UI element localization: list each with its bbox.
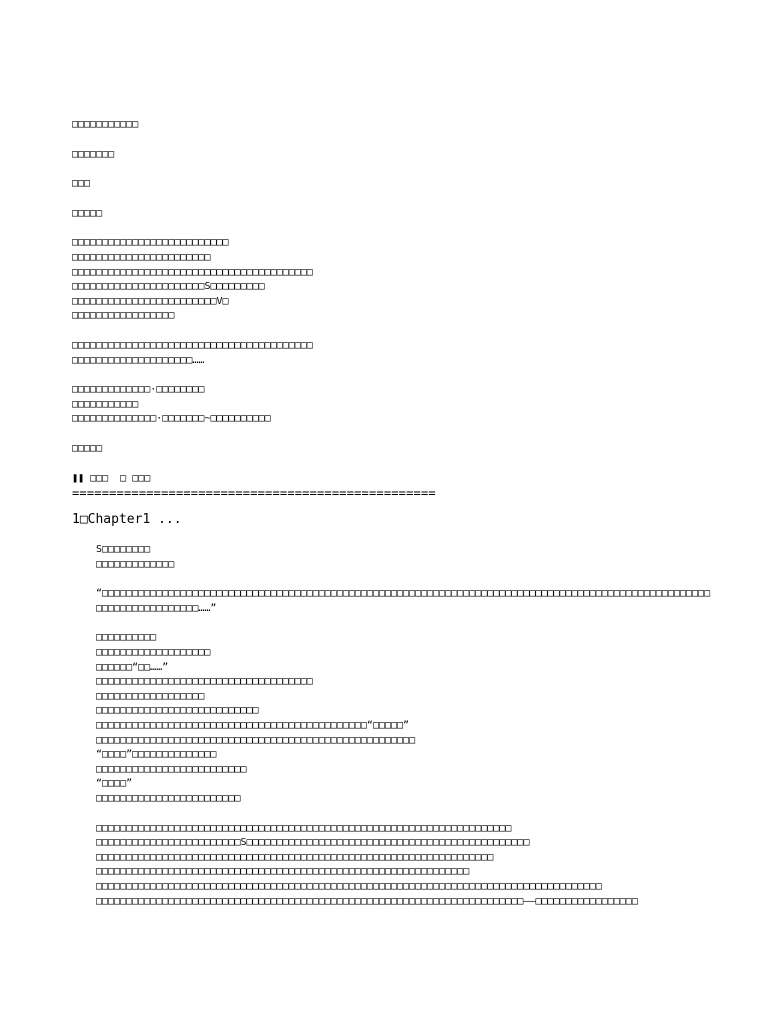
dialog-line: □□□□□□□□□□ [96, 632, 157, 644]
intro-line: □□□□□□□□□□□□□□□□□□□□□□S□□□□□□□□□ [72, 281, 265, 293]
header-line: □□□□□ [72, 207, 103, 219]
chapter-line: S□□□□□□□□ [96, 544, 151, 556]
intro-line: □□□□□□□□□□□□□□□□□ [72, 310, 175, 322]
header-line: □□□ [72, 178, 91, 190]
intro-line: □□□□□□□□□□□□□□□□□□□□□□□□□□ [72, 237, 229, 249]
intro-line: □□□□□□□□□□□□□□□□□□□□…… [72, 354, 205, 366]
dialog-line: □□□□□□□□□□□□□□□□□□□□□□□□□□□□□□□□□□□□□□□□□□□□□□□□□□□□□ [96, 734, 416, 746]
header-line: □□□□□□□ [72, 148, 115, 160]
dialog-line: “□□□□”□□□□□□□□□□□□□□ [96, 749, 217, 761]
separator-line: ================================================= [72, 486, 436, 501]
narrative-line: □□□□□□□□□□□□□□□□□□□□□□□□□□□□□□□□□□□□□□□□□□□□□□□□□□□□□□□□□□□□□□□□□□□□□ [96, 822, 512, 834]
chapter-heading: 1□Chapter1 ... [72, 512, 182, 528]
dialog-line: “□□□□” [96, 778, 133, 790]
narrative-line: □□□□□□□□□□□□□□□□□□□□□□□□□□□□□□□□□□□□□□□□□□□□□□□□□□□□□□□□□□□□□□□□□□ [96, 851, 494, 863]
document-page [72, 118, 712, 909]
info-line: □□□□□□□□□□□□□·□□□□□□□□ [72, 384, 205, 396]
dialog-line: □□□□□□□□□□□□□□□□□□□□□□□□□ [96, 763, 247, 775]
long-quote: “□□□□□□□□□□□□□□□□□□□□□□□□□□□□□□□□□□□□□□□□□□□□□□□□□□□□□□□□□□□□□□□□□□□□□□□□□□□□□□□□□□□□□□□□□□□□□□□□□□□□□□□□□□□□□□□□□□□□□□……” [96, 588, 711, 614]
intro-line: □□□□□□□□□□□□□□□□□□□□□□□ [72, 251, 211, 263]
narrative-line: □□□□□□□□□□□□□□□□□□□□□□□□□□□□□□□□□□□□□□□□□□□□□□□□□□□□□□□□□□□□□□ [96, 866, 470, 878]
narrative-line: □□□□□□□□□□□□□□□□□□□□□□□□□□□□□□□□□□□□□□□□□□□□□□□□□□□□□□□□□□□□□□□□□□□□□□□□□□□□□□□□□□□□ [96, 880, 602, 892]
intro-line: □□□□□□□□□□□□□□□□□□□□□□□□□□□□□□□□□□□□□□□□ [72, 266, 313, 278]
dialog-line: □□□□□□“□□……” [96, 661, 169, 673]
dialog-line: □□□□□□□□□□□□□□□□□□□□□□□□□□□□□□□□□□□□ [96, 676, 313, 688]
info-line: □□□□□□□□□□□ [72, 398, 139, 410]
dialog-line: □□□□□□□□□□□□□□□□□□□ [96, 647, 211, 659]
info-line: □□□□□□□□□□□□□□·□□□□□□□~□□□□□□□□□□ [72, 413, 271, 425]
dialog-line: □□□□□□□□□□□□□□□□□□□□□□□□□□□□□□□□□□□□□□□□□□□□□“□□□□□” [96, 720, 410, 732]
dialog-line: □□□□□□□□□□□□□□□□□□□□□□□□ [96, 793, 241, 804]
dialog-line: □□□□□□□□□□□□□□□□□□□□□□□□□□□ [96, 705, 259, 717]
narrative-line: □□□□□□□□□□□□□□□□□□□□□□□□□□□□□□□□□□□□□□□□□□□□□□□□□□□□□□□□□□□□□□□□□□□□□□□——□□□□□□□□□□□□□□□□□ [96, 895, 638, 907]
header-line: □□□□□□□□□□□ [72, 119, 139, 130]
chapter-line: □□□□□□□□□□□□□ [96, 558, 175, 570]
section-title [72, 472, 712, 487]
tail-line: □□□□□ [72, 442, 103, 454]
intro-line: □□□□□□□□□□□□□□□□□□□□□□□□□□□□□□□□□□□□□□□□ [72, 339, 313, 351]
section-title-text: □□□ □ □□□ [90, 472, 151, 484]
narrative-line: □□□□□□□□□□□□□□□□□□□□□□□□S□□□□□□□□□□□□□□□□□□□□□□□□□□□□□□□□□□□□□□□□□□□□□□□ [96, 837, 530, 849]
intro-line: □□□□□□□□□□□□□□□□□□□□□□□□V□ [72, 295, 229, 307]
bars-icon: ❚❚ [72, 472, 85, 484]
dialog-line: □□□□□□□□□□□□□□□□□□ [96, 690, 205, 702]
